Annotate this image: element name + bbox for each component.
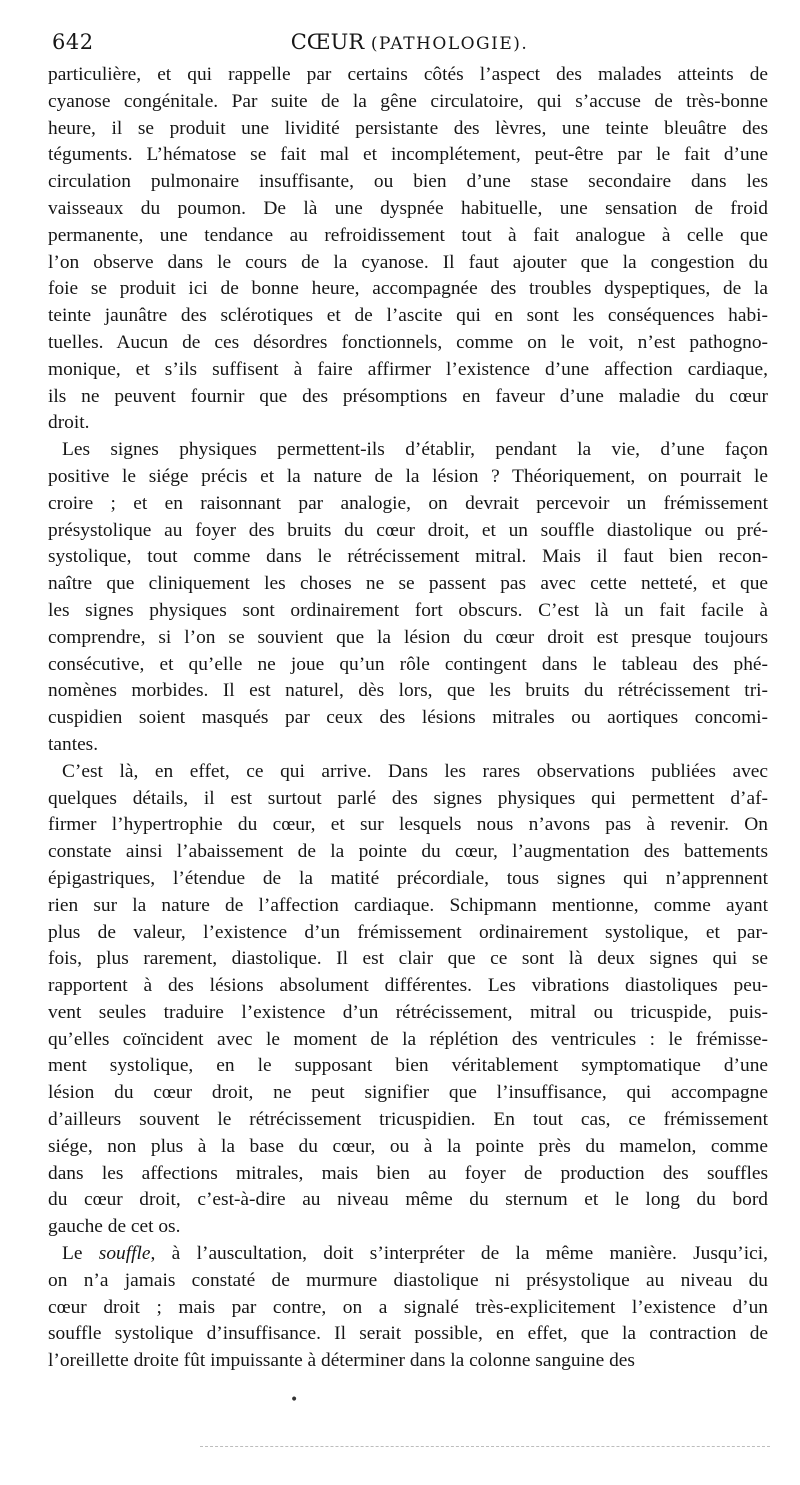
text-line: du cœur droit, c’est-à-dire au niveau même du sternum et le long du bord	[48, 1189, 768, 1211]
text-line: teinte jaunâtre des sclérotiques et de l’ascite qui en sont les conséquences habi-	[48, 305, 768, 327]
text-line: C’est là, en effet, ce qui arrive. Dans les rares observations publiées avec	[62, 760, 768, 782]
text-line: souffle systolique d’insuffisance. Il serait possible, en effet, que la contraction de	[48, 1323, 768, 1345]
running-title-sub: (PATHOLOGIE).	[370, 34, 529, 54]
text-line: gauche de cet os.	[48, 1216, 181, 1238]
text-line: siége, non plus à la base du cœur, ou à la pointe près du mamelon, comme	[48, 1135, 768, 1157]
text-line: consécutive, et qu’elle ne joue qu’un rôle contingent dans le tableau des phé-	[48, 653, 768, 675]
text-line: permanente, une tendance au refroidissement tout à fait analogue à celle que	[48, 224, 768, 246]
text-line: tuelles. Aucun de ces désordres fonctionnels, comme on le voit, n’est pathogno-	[48, 331, 768, 353]
text-line: cuspidien soient masqués par ceux des lésions mitrales ou aortiques concomi-	[48, 707, 768, 729]
text-line: rapportent à des lésions absolument différentes. Les vibrations diastoliques peu-	[48, 975, 768, 997]
text-line: dans les affections mitrales, mais bien au foyer de production des souffles	[48, 1162, 768, 1184]
text-line: plus de valeur, l’existence d’un frémissement ordinairement systolique, et par-	[48, 921, 768, 943]
text-line: foie se produit ici de bonne heure, accompagnée des troubles dyspeptiques, de la	[48, 278, 768, 300]
text-line: systolique, tout comme dans le rétrécissement mitral. Mais il faut bien recon-	[48, 546, 768, 568]
text-line: croire ; et en raisonnant par analogie, on devrait percevoir un frémissement	[48, 492, 768, 514]
running-title-main: CŒUR	[290, 30, 365, 54]
text-line: rien sur la nature de l’affection cardiaque. Schipmann mentionne, comme ayant	[48, 894, 768, 916]
page-header	[52, 30, 767, 58]
text-line: cyanose congénitale. Par suite de la gêne circulatoire, qui s’accuse de très-bonne	[48, 90, 768, 112]
text-line: droit.	[48, 412, 90, 434]
text-line: constate ainsi l’abaissement de la pointe du cœur, l’augmentation des battements	[48, 841, 768, 863]
text-line: firmer l’hypertrophie du cœur, et sur lesquels nous n’avons pas à revenir. On	[48, 814, 768, 836]
text-line: cœur droit ; mais par contre, on a signalé très-explicitement l’existence d’un	[48, 1296, 768, 1318]
text-line: quelques détails, il est surtout parlé des signes physiques qui permettent d’af-	[48, 787, 768, 809]
running-title	[52, 30, 767, 54]
body-text	[48, 62, 768, 1375]
page-number: 642	[52, 30, 94, 54]
text-line: positive le siége précis et la nature de la lésion ? Théoriquement, on pourrait le	[48, 465, 768, 487]
text-line: fois, plus rarement, diastolique. Il est clair que ce sont là deux signes qui se	[48, 948, 768, 970]
text-line: l’on observe dans le cours de la cyanose. Il faut ajouter que la congestion du	[48, 251, 768, 273]
text-line: les signes physiques sont ordinairement fort obscurs. C’est là un fait facile à	[48, 599, 768, 621]
bottom-rule	[200, 1446, 770, 1447]
text-line: présystolique au foyer des bruits du cœur droit, et un souffle diastolique ou pré-	[48, 519, 768, 541]
text-line: vent seules traduire l’existence d’un rétrécissement, mitral ou tricuspide, puis-	[48, 1001, 768, 1023]
text-line: qu’elles coïncident avec le moment de la réplétion des ventricules : le frémisse-	[48, 1028, 768, 1050]
text-line: naître que cliniquement les choses ne se passent pas avec cette netteté, et que	[48, 573, 768, 595]
text-line: téguments. L’hématose se fait mal et incomplétement, peut-être par le fait d’une	[48, 144, 768, 166]
text-line: on n’a jamais constaté de murmure diastolique ni présystolique au niveau du	[48, 1269, 768, 1291]
text-line: Les signes physiques permettent-ils d’établir, pendant la vie, d’une façon	[62, 439, 768, 461]
text-line: l’oreillette droite fût impuissante à déterminer dans la colonne sanguine des	[48, 1350, 635, 1372]
text-line: épigastriques, l’étendue de la matité précordiale, tous signes qui n’apprennent	[48, 867, 768, 889]
text-line: ment systolique, en le supposant bien véritablement symptomatique d’une	[48, 1055, 768, 1077]
text-line: nomènes morbides. Il est naturel, dès lors, que les bruits du rétrécissement tri-	[48, 680, 768, 702]
text-line: heure, il se produit une lividité persistante des lèvres, une teinte bleuâtre des	[48, 117, 768, 139]
text-line: monique, et s’ils suffisent à faire affirmer l’existence d’une affection cardiaque,	[48, 358, 768, 380]
text-line: particulière, et qui rappelle par certains côtés l’aspect des malades atteints de	[48, 64, 768, 85]
text-line: comprendre, si l’on se souvient que la lésion du cœur droit est presque toujours	[48, 626, 768, 648]
text-line: d’ailleurs souvent le rétrécissement tricuspidien. En tout cas, ce frémissement	[48, 1109, 768, 1131]
text-line: circulation pulmonaire insuffisante, ou bien d’une stase secondaire dans les	[48, 171, 768, 193]
text-line: Le souffle, à l’auscultation, doit s’interpréter de la même manière. Jusqu’ici,	[62, 1243, 768, 1265]
text-line: ils ne peuvent fournir que des présomptions en faveur d’une maladie du cœur	[48, 385, 768, 407]
text-line: vaisseaux du poumon. De là une dyspnée habituelle, une sensation de froid	[48, 197, 768, 219]
text-line: lésion du cœur droit, ne peut signifier que l’insuffisance, qui accompagne	[48, 1082, 768, 1104]
text-line: tantes.	[48, 733, 99, 755]
bottom-mark: •	[290, 1392, 299, 1408]
